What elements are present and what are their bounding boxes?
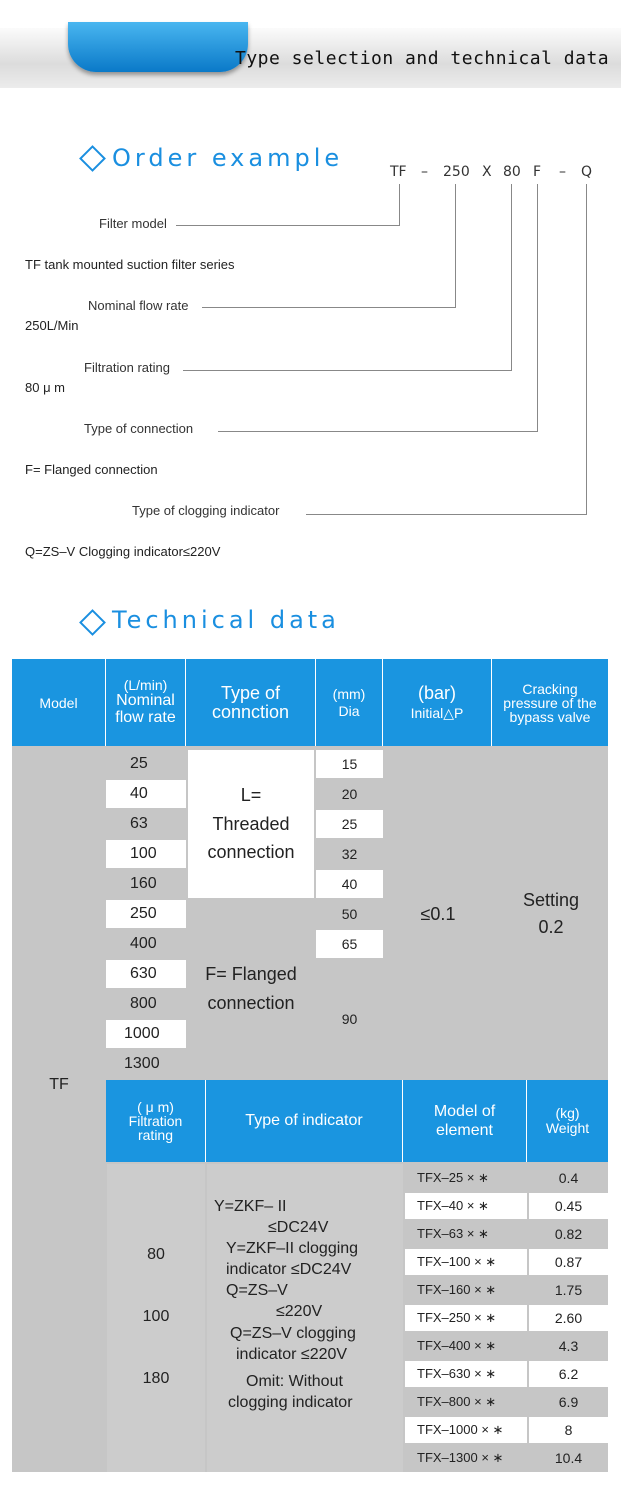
order-label-filter-model: Filter model: [99, 216, 167, 231]
element-model: TFX–100 × ∗: [405, 1249, 527, 1275]
element-weight: 0.4: [529, 1165, 608, 1191]
dia-cell: 32: [316, 840, 383, 868]
leader-line: [218, 431, 538, 432]
element-weight: 6.9: [529, 1389, 608, 1415]
element-model: TFX–400 × ∗: [405, 1333, 527, 1359]
code-part-x: X: [482, 164, 492, 180]
flow-cell: 25: [106, 750, 186, 778]
element-model: TFX–63 × ∗: [405, 1221, 527, 1247]
page-title: Type selection and technical data: [235, 48, 610, 69]
order-desc-connection: F= Flanged connection: [25, 462, 158, 477]
connection-flanged: F= Flanged connection: [188, 900, 314, 1078]
header-indicator: Type of indicator: [206, 1080, 403, 1162]
element-model: TFX–40 × ∗: [405, 1193, 527, 1219]
rating-value: 80: [147, 1246, 165, 1263]
indicator-line: Q=ZS–V: [226, 1282, 288, 1299]
leader-line: [176, 225, 400, 226]
header-initial-dp: (bar) Initial△P: [383, 659, 492, 746]
indicator-line: ≤220V: [276, 1303, 323, 1320]
header-weight: (kg) Weight: [527, 1080, 608, 1162]
order-desc-flow: 250L/Min: [25, 318, 79, 333]
flow-cell: 1300: [106, 1050, 186, 1078]
order-label-connection: Type of connection: [84, 421, 194, 436]
dia-cell: 65: [316, 930, 383, 958]
flow-cell: 40: [106, 780, 186, 808]
leader-line: [202, 307, 456, 308]
diamond-icon: [79, 145, 106, 172]
flow-cell: 160: [106, 870, 186, 898]
leader-line: [399, 184, 400, 226]
indicator-line: clogging indicator: [228, 1394, 353, 1411]
dia-cell: 90: [316, 960, 383, 1078]
dia-cell: 20: [316, 780, 383, 808]
indicator-line: indicator ≤220V: [236, 1346, 348, 1363]
rating-value: 180: [142, 1370, 170, 1387]
order-label-rating: Filtration rating: [84, 360, 170, 375]
technical-data-title: Technical data: [112, 606, 340, 634]
element-weight: 0.45: [529, 1193, 608, 1219]
header-dia: (mm) Dia: [316, 659, 383, 746]
element-weight: 4.3: [529, 1333, 608, 1359]
order-example-title: Order example: [112, 144, 344, 172]
element-weight: 10.4: [529, 1445, 608, 1471]
element-weight: 6.2: [529, 1361, 608, 1387]
order-desc-filter-model: TF tank mounted suction filter series: [25, 257, 235, 272]
element-weight: 0.87: [529, 1249, 608, 1275]
initial-dp-value: ≤0.1: [420, 903, 456, 924]
header-element: Model of element: [403, 1080, 527, 1162]
element-model: TFX–630 × ∗: [405, 1361, 527, 1387]
flow-cell: 800: [106, 990, 186, 1018]
rating-value: 100: [142, 1308, 170, 1325]
flow-cell: 400: [106, 930, 186, 958]
leader-line: [511, 184, 512, 371]
indicator-line: Y=ZKF–II clogging: [226, 1240, 359, 1257]
dia-cell: 50: [316, 900, 383, 928]
header-rating: ( μ m) Filtration rating: [106, 1080, 206, 1162]
order-label-flow: Nominal flow rate: [88, 298, 189, 313]
element-model: TFX–250 × ∗: [405, 1305, 527, 1331]
indicator-line: indicator ≤DC24V: [226, 1261, 352, 1278]
element-model: TFX–1300 × ∗: [405, 1445, 527, 1471]
code-part-model: TF: [390, 164, 407, 180]
order-desc-indicator: Q=ZS–V Clogging indicator≤220V: [25, 544, 221, 559]
header-connection: Type of connction: [186, 659, 316, 746]
code-part-connection: F: [533, 164, 542, 180]
flow-cell: 250: [106, 900, 186, 928]
flow-cell: 63: [106, 810, 186, 838]
indicator-line: Omit: Without: [246, 1373, 343, 1390]
connection-threaded: L= Threaded connection: [188, 750, 314, 898]
element-model: TFX–1000 × ∗: [405, 1417, 527, 1443]
code-part-rating: 80: [503, 164, 521, 180]
element-weight: 8: [529, 1417, 608, 1443]
order-desc-rating: 80 μ m: [25, 380, 66, 395]
code-part-flow: 250: [443, 164, 470, 180]
leader-line: [586, 184, 587, 515]
header-cracking: Cracking pressure of the bypass valve: [492, 659, 608, 746]
indicator-line: Y=ZKF– II: [214, 1198, 287, 1215]
flow-cell: 100: [106, 840, 186, 868]
header-flow: (L/min) Nominal flow rate: [106, 659, 186, 746]
element-model: TFX–800 × ∗: [405, 1389, 527, 1415]
code-part-indicator: Q: [581, 164, 593, 180]
leader-line: [306, 514, 587, 515]
header-tab-decoration: [68, 22, 248, 72]
indicator-line: Q=ZS–V clogging: [230, 1325, 356, 1342]
indicator-line: ≤DC24V: [268, 1219, 329, 1236]
leader-line: [183, 370, 512, 371]
element-model: TFX–25 × ∗: [405, 1165, 527, 1191]
model-value: TF: [49, 1076, 69, 1093]
order-label-indicator: Type of clogging indicator: [132, 503, 280, 518]
code-part-dash: –: [559, 164, 566, 180]
flow-cell: 1000: [106, 1020, 186, 1048]
leader-line: [455, 184, 456, 308]
flow-cell: 630: [106, 960, 186, 988]
dia-cell: 40: [316, 870, 383, 898]
element-weight: 2.60: [529, 1305, 608, 1331]
element-model: TFX–160 × ∗: [405, 1277, 527, 1303]
header-model: Model: [12, 659, 106, 746]
leader-line: [537, 184, 538, 432]
dia-cell: 15: [316, 750, 383, 778]
element-weight: 0.82: [529, 1221, 608, 1247]
dia-cell: 25: [316, 810, 383, 838]
element-weight: 1.75: [529, 1277, 608, 1303]
cracking-value: Setting 0.2: [522, 890, 580, 937]
code-part-dash: –: [421, 164, 428, 180]
diamond-icon: [79, 609, 106, 636]
